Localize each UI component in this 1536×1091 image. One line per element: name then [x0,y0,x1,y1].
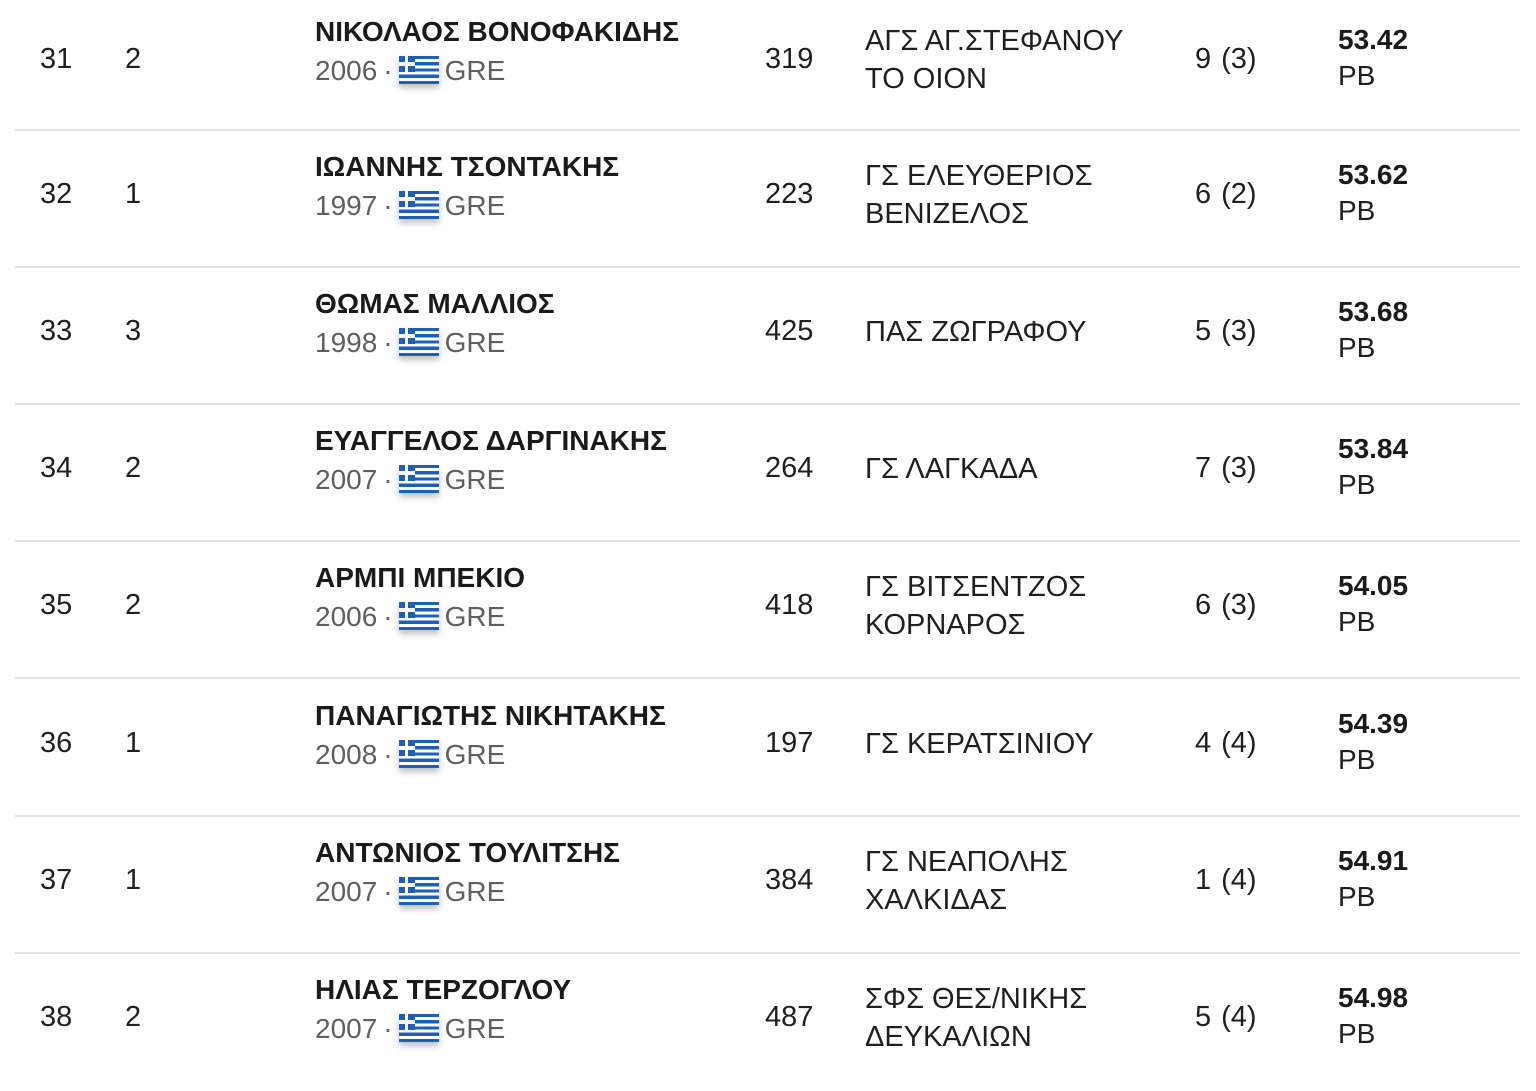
athlete-name[interactable]: ΑΝΤΩΝΙΟΣ ΤΟΥΛΙΤΣΗΣ [315,837,620,868]
greece-flag-icon [399,191,439,219]
separator: · [383,1013,393,1044]
club-line-1: ΓΣ ΕΛΕΥΘΕΡΙΟΣ [865,160,1093,192]
table-row[interactable] [15,542,1520,679]
birth-year: 2007 [315,876,378,907]
rank: 31 [40,43,73,75]
pb-badge: PB [1338,60,1376,91]
athlete-meta [315,54,745,88]
country-code: GRE [444,876,506,907]
club-line-2: ΔΕΥΚΑΛΙΩΝ [865,1021,1032,1053]
athlete-name[interactable]: ΘΩΜΑΣ ΜΑΛΛΙΟΣ [315,288,555,319]
country-code: GRE [444,190,506,221]
country-code: GRE [444,601,506,632]
heat-info [1195,313,1257,349]
result-time: 53.62 [1338,159,1409,190]
bib-number: 319 [765,43,814,75]
club-name [865,157,1165,233]
athlete-name[interactable]: ΙΩΑΝΝΗΣ ΤΣΟΝΤΑΚΗΣ [315,151,620,182]
lane: 2 [125,589,142,621]
table-row[interactable] [15,817,1520,954]
pb-badge: PB [1338,881,1376,912]
club-name [865,22,1165,98]
heat-info [1195,862,1257,898]
country-code: GRE [444,1013,506,1044]
birth-year: 2008 [315,739,378,770]
table-row[interactable] [15,0,1520,131]
result-time: 54.91 [1338,845,1409,876]
performance [1338,980,1408,1052]
performance [1338,568,1408,640]
heat-number: 6 [1195,178,1212,210]
pb-badge: PB [1338,744,1376,775]
greece-flag-icon [399,602,439,630]
bib-number: 487 [765,1001,814,1033]
club-name [865,725,1165,763]
club-line-2: ΧΑΛΚΙΔΑΣ [865,884,1008,916]
club-line-1: ΠΑΣ ΖΩΓΡΑΦΟΥ [865,316,1087,348]
country-code: GRE [444,464,506,495]
athlete-meta [315,875,745,909]
heat-place: (2) [1221,178,1257,210]
separator: · [383,464,393,495]
table-row[interactable] [15,680,1520,817]
athlete-meta [315,326,745,360]
heat-place: (3) [1221,452,1257,484]
athlete-meta [315,189,745,223]
heat-number: 7 [1195,452,1212,484]
club-line-1: ΓΣ ΒΙΤΣΕΝΤΖΟΣ [865,571,1087,603]
table-row[interactable] [15,131,1520,268]
athlete-cell [315,560,745,634]
heat-number: 1 [1195,864,1212,896]
club-name [865,313,1165,351]
athlete-name[interactable]: ΝΙΚΟΛΑΟΣ ΒΟΝΟΦΑΚΙΔΗΣ [315,16,680,47]
athlete-cell [315,149,745,223]
separator: · [383,601,393,632]
lane: 1 [125,727,142,759]
separator: · [383,327,393,358]
birth-year: 1998 [315,327,378,358]
heat-place: (3) [1221,315,1257,347]
lane: 2 [125,452,142,484]
club-line-2: ΚΟΡΝΑΡΟΣ [865,609,1026,641]
result-time: 54.39 [1338,708,1409,739]
heat-info [1195,450,1257,486]
pb-badge: PB [1338,332,1376,363]
birth-year: 2007 [315,464,378,495]
heat-place: (4) [1221,1001,1257,1033]
lane: 3 [125,315,142,347]
athlete-cell [315,698,745,772]
heat-info [1195,176,1257,212]
country-code: GRE [444,55,506,86]
greece-flag-icon [399,328,439,356]
country-code: GRE [444,739,506,770]
heat-info [1195,725,1257,761]
birth-year: 1997 [315,190,378,221]
heat-info [1195,587,1257,623]
heat-number: 9 [1195,43,1212,75]
athlete-cell [315,835,745,909]
bib-number: 418 [765,589,814,621]
heat-number: 6 [1195,589,1212,621]
table-row[interactable] [15,954,1520,1091]
heat-number: 5 [1195,1001,1212,1033]
club-line-1: ΑΓΣ ΑΓ.ΣΤΕΦΑΝΟΥ [865,25,1124,57]
lane: 1 [125,178,142,210]
pb-badge: PB [1338,1018,1376,1049]
table-row[interactable] [15,405,1520,542]
heat-number: 4 [1195,727,1212,759]
club-name [865,980,1165,1056]
performance [1338,431,1408,503]
performance [1338,157,1408,229]
pb-badge: PB [1338,606,1376,637]
result-time: 54.05 [1338,570,1409,601]
rank: 36 [40,727,73,759]
heat-place: (4) [1221,864,1257,896]
club-line-2: ΤΟ ΟΙΟΝ [865,63,987,95]
bib-number: 384 [765,864,814,896]
heat-place: (4) [1221,727,1257,759]
athlete-name[interactable]: ΗΛΙΑΣ ΤΕΡΖΟΓΛΟΥ [315,974,572,1005]
greece-flag-icon [399,465,439,493]
club-line-1: ΓΣ ΝΕΑΠΟΛΗΣ [865,846,1068,878]
athlete-cell [315,286,745,360]
athlete-name[interactable]: ΑΡΜΠΙ ΜΠΕΚΙΟ [315,562,525,593]
rank: 37 [40,864,73,896]
rank: 38 [40,1001,73,1033]
result-time: 54.98 [1338,982,1409,1013]
table-row[interactable] [15,268,1520,405]
athlete-cell [315,972,745,1046]
lane: 1 [125,864,142,896]
club-line-1: ΓΣ ΚΕΡΑΤΣΙΝΙΟΥ [865,728,1094,760]
heat-place: (3) [1221,43,1257,75]
country-code: GRE [444,327,506,358]
rank: 34 [40,452,73,484]
heat-info [1195,41,1257,77]
pb-badge: PB [1338,469,1376,500]
performance [1338,294,1408,366]
result-time: 53.68 [1338,296,1409,327]
separator: · [383,739,393,770]
heat-number: 5 [1195,315,1212,347]
club-name [865,450,1165,488]
birth-year: 2007 [315,1013,378,1044]
athlete-cell [315,14,745,88]
birth-year: 2006 [315,601,378,632]
athlete-name[interactable]: ΠΑΝΑΓΙΩΤΗΣ ΝΙΚΗΤΑΚΗΣ [315,700,666,731]
heat-place: (3) [1221,589,1257,621]
athlete-cell [315,423,745,497]
birth-year: 2006 [315,55,378,86]
heat-info [1195,999,1257,1035]
club-line-1: ΓΣ ΛΑΓΚΑΔΑ [865,453,1038,485]
performance [1338,706,1408,778]
club-name [865,843,1165,919]
bib-number: 223 [765,178,814,210]
lane: 2 [125,43,142,75]
athlete-meta [315,1012,745,1046]
rank: 32 [40,178,73,210]
athlete-name[interactable]: ΕΥΑΓΓΕΛΟΣ ΔΑΡΓΙΝΑΚΗΣ [315,425,667,456]
athlete-meta [315,738,745,772]
separator: · [383,876,393,907]
performance [1338,843,1408,915]
club-line-2: ΒΕΝΙΖΕΛΟΣ [865,198,1029,230]
bib-number: 264 [765,452,814,484]
bib-number: 197 [765,727,814,759]
athlete-meta [315,600,745,634]
result-time: 53.84 [1338,433,1409,464]
lane: 2 [125,1001,142,1033]
bib-number: 425 [765,315,814,347]
greece-flag-icon [399,56,439,84]
greece-flag-icon [399,740,439,768]
club-name [865,568,1165,644]
separator: · [383,55,393,86]
pb-badge: PB [1338,195,1376,226]
athlete-meta [315,463,745,497]
result-time: 53.42 [1338,24,1409,55]
separator: · [383,190,393,221]
rank: 35 [40,589,73,621]
performance [1338,22,1408,94]
greece-flag-icon [399,877,439,905]
rank: 33 [40,315,73,347]
club-line-1: ΣΦΣ ΘΕΣ/ΝΙΚΗΣ [865,983,1088,1015]
greece-flag-icon [399,1014,439,1042]
